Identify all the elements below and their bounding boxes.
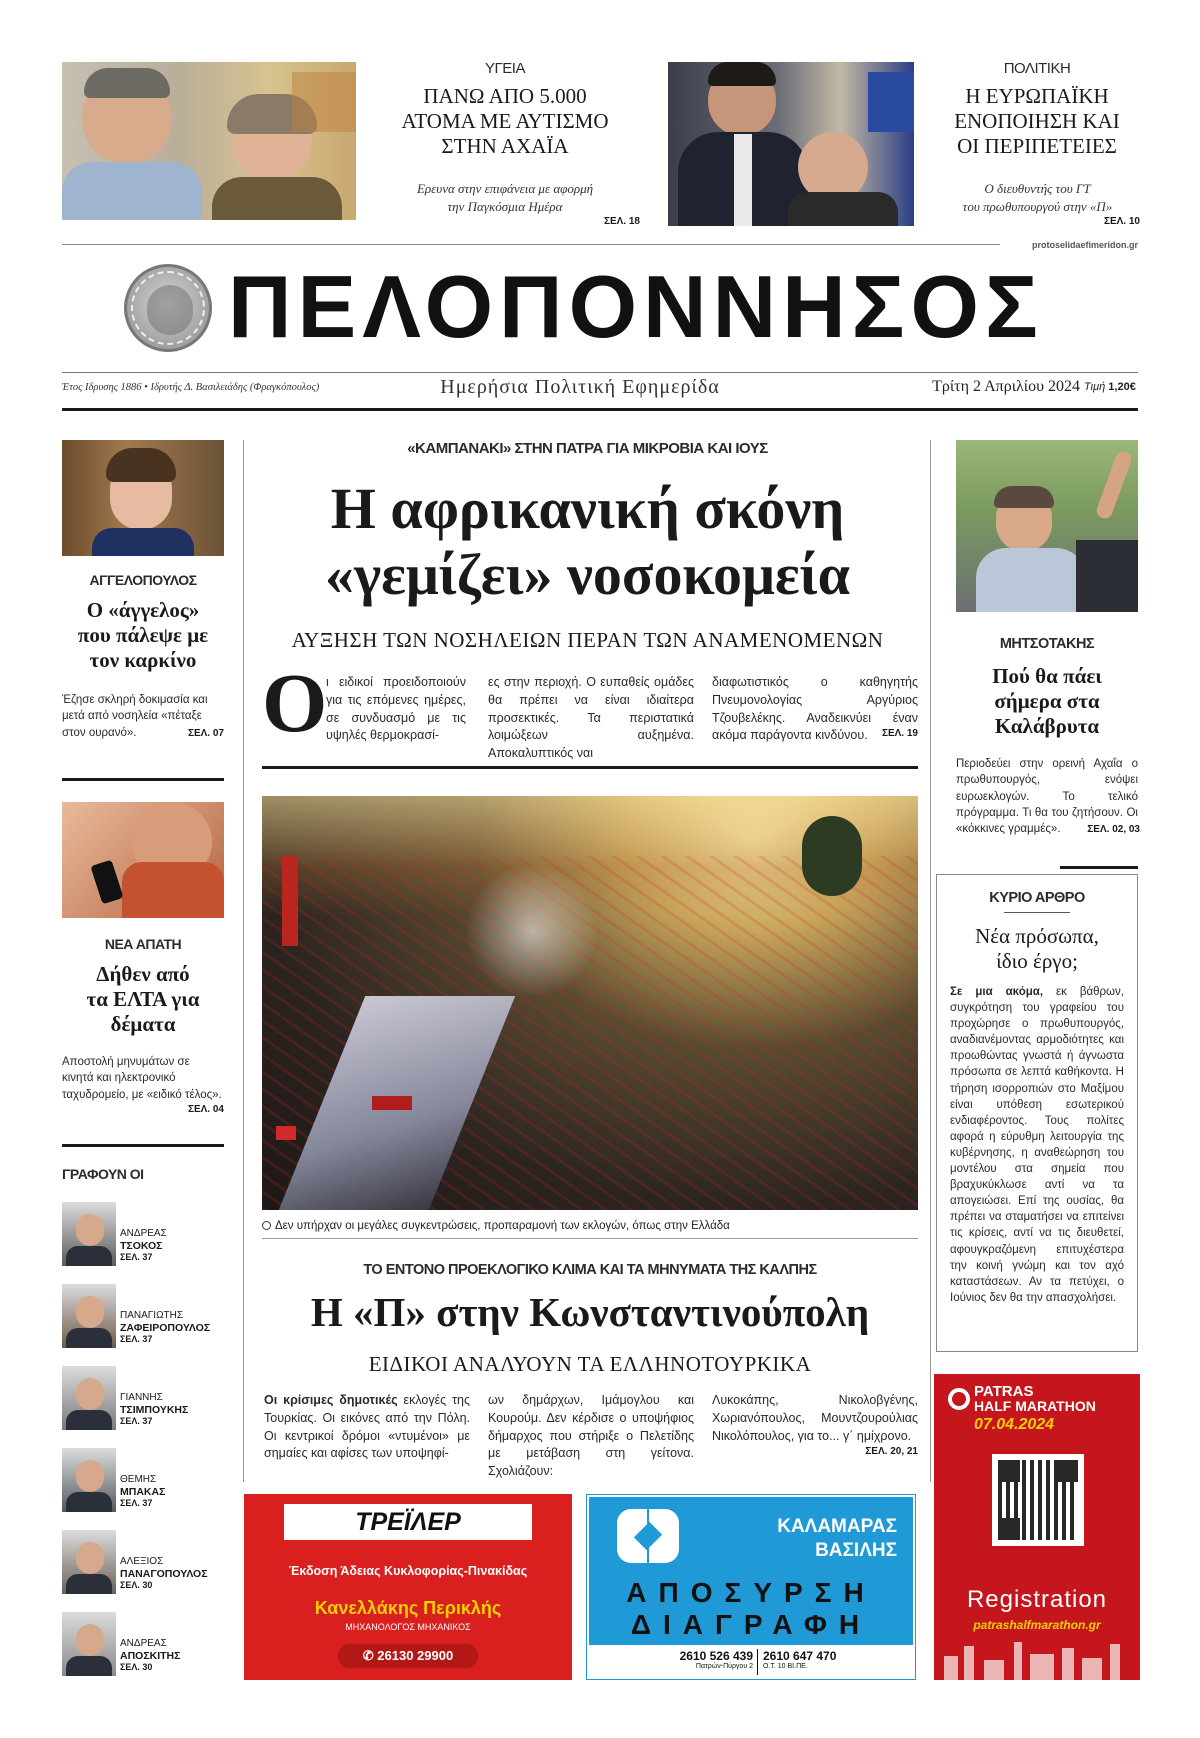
second-col-3: Λυκοκάπης, Νικολοβγένης, Χωριανόπουλος, Μουντζουρούλιας Νικολόπουλος, για το... γ΄ ημίχρονο. [712, 1393, 918, 1443]
writer-photo [62, 1366, 116, 1430]
camera-icon [262, 1221, 271, 1230]
lead-headline: Η αφρικανική σκόνη «γεμίζει» νοσοκομεία [324, 476, 850, 607]
ad-trailer-line1: Έκδοση Άδειας Κυκλοφορίας-Πινακίδας [288, 1564, 528, 1578]
second-kicker: ΤΟ ΕΝΤΟΝΟ ΠΡΟΕΚΛΟΓΙΚΟ ΚΛΙΜΑ ΚΑΙ ΤΑ ΜΗΝΥΜΑΤΑ ΤΗΣ ΚΑΛΠΗΣ [363, 1262, 817, 1278]
ad-kalamaras-contact-2: 2610 647 470 Ο.Τ. 10 ΒΙ.ΠΕ. [763, 1649, 837, 1670]
teaser-photo-politics [668, 62, 914, 226]
marathon-logo-icon [948, 1388, 970, 1410]
lead-col-2: ες στην περιοχή. Ο ευπαθείς ομάδες θα πρέπει να είναι ιδιαίτερα προσεκτικές. Τα περιστατικά λοιμώξεων αυξημένα. Αποκαλυπτικός ναι [488, 675, 694, 760]
ad-kalamaras-line1: ΑΠΟΣΥΡΣΗ [626, 1577, 876, 1608]
writer-photo [62, 1284, 116, 1348]
center-left-rule [243, 440, 244, 1482]
boy-photo [62, 440, 224, 556]
teaser-sub-health: Ερευνα στην επιφάνεια με αφορμή την Παγκόσμια Ημέρα [416, 181, 594, 214]
story-kicker-angelopoulos: ΑΓΓΕΛΟΠΟΥΛΟΣ [89, 572, 197, 588]
ad-marathon-cta: Registration [966, 1586, 1108, 1613]
ad-kalamaras-name: ΚΑΛΑΜΑΡΑΣ ΒΑΣΙΛΗΣ [777, 1516, 897, 1561]
lead-col-1: ι ειδικοί προειδοποιούν για τις επόμενες ημέρες, σε συνδυασμό με τις υψηλές θερμοκρασί- [326, 675, 466, 743]
story-ref-angelopoulos: ΣΕΛ. 07 [187, 728, 224, 739]
ad-trailer[interactable] [244, 1494, 572, 1680]
ad-marathon-site: patrashalfmarathon.gr [973, 1618, 1101, 1632]
writer-row[interactable] [62, 1612, 232, 1678]
ad-marathon-title: PATRAS HALF MARATHON [974, 1383, 1096, 1414]
masthead-founded: Έτος Ιδρυσης 1886 • Ιδρυτής Δ. Βασιλειάδης (Φραγκόπουλος) [62, 382, 320, 393]
teaser-sub-politics: Ο διευθυντής του ΓΤ του πρωθυπουργού στην «Π» [962, 181, 1113, 214]
left-divider-2 [62, 1144, 224, 1147]
ad-trailer-phone: ✆ 26130 29900 [362, 1648, 454, 1663]
masthead-title: ΠΕΛΟΠΟΝΝΗΣΟΣ [228, 257, 1044, 356]
teaser-headline-health: ΠΑΝΩ ΑΠΟ 5.000 ΑΤΟΜΑ ΜΕ ΑΥΤΙΣΜΟ ΣΤΗΝ ΑΧΑΪΑ [401, 84, 609, 159]
teaser-kicker-politics: ΠΟΛΙΤΙΚΗ [1003, 60, 1071, 77]
story-kicker-scam: ΝΕΑ ΑΠΑΤΗ [104, 936, 182, 952]
lead-ref: ΣΕΛ. 19 [881, 728, 918, 739]
photo-caption: Δεν υπήρχαν οι μεγάλες συγκεντρώσεις, προπαραμονή των εκλογών, όπως στην Ελλάδα [262, 1220, 918, 1232]
masthead-rule-bottom [62, 408, 1138, 411]
second-col-1: Οι κρίσιμες δημοτικές εκλογές της Τουρκίας. Οι εικόνες από την Πόλη. Οι κεντρικοί δρόμοι «ντυμένοι» με σημαίες και αφίσες των υποψηφί- [264, 1393, 470, 1461]
teaser-kicker-health: ΥΓΕΙΑ [485, 60, 525, 77]
ad-marathon-date: 07.04.2024 [974, 1416, 1055, 1433]
second-col-2: ων δημάρχων, Ιμάμογλου και Κουρούμ. Δεν κέρδισε ο υποψήφιος δήμαρχος που στήριξε ο Πελετίδης με μετάβαση στη γείτονα. Σχολιάζουν: [488, 1393, 694, 1478]
istanbul-crowd-photo [262, 796, 918, 1210]
writer-row[interactable] [62, 1366, 232, 1432]
editorial-text: Σε μια ακόμα, εκ βάθρων, συγκρότηση του γραφείου του προχώρησε ο πρωθυπουργός, αναδιανέμοντας αρμοδιότητες και προωθώντας γνωστά ή άγνωστα πρόσωπα σε λεπτά καθήκοντα. Η τήρηση ισορροπιών στο Μαξίμου είναι υπόθεση εσωτερικού ενδιαφέροντος. Τους πολίτες αφορά η εύρυθμη λειτουργία της κυβέρνησης, η αναθεώρηση του μοντέλου στα σημεία που βραχυκύκλωσε αντί να τα απογειώσει. Επί της ουσίας, θα πρέπει να σταματήσει να επιτείνει τις κρίσεις, αντί να τις διευθετεί, αφουγκραζόμενη επιτυχέστερα την κοινή γνώμη και τον αχό καταστάσεων. Αν τα πετύχει, ο Ιούνιος δεν θα την απασχολήσει. [950, 986, 1124, 1304]
teaser-headline-politics: Η ΕΥΡΩΠΑΪΚΗ ΕΝΟΠΟΙΗΣΗ ΚΑΙ ΟΙ ΠΕΡΙΠΕΤΕΙΕΣ [954, 84, 1120, 159]
ad-trailer-name: Κανελλάκης Περικλής [314, 1598, 502, 1618]
writer-name: ΑΝΔΡΕΑΣ ΤΣΟΚΟΣ ΣΕΛ. 37 [120, 1228, 167, 1262]
story-headline-mitsotakis: Πού θα πάει σήμερα στα Καλάβρυτα [992, 664, 1102, 739]
writer-photo [62, 1202, 116, 1266]
teaser-ref-health: ΣΕΛ. 18 [603, 216, 640, 227]
ad-kalamaras-line2: ΔΙΑΓΡΑΦΗ [630, 1609, 872, 1640]
teaser-photo-autism [62, 62, 356, 220]
story-ref-mitsotakis: ΣΕΛ. 02, 03 [1087, 824, 1140, 835]
ad-kalamaras[interactable] [586, 1494, 916, 1680]
center-right-rule [930, 440, 931, 1482]
editorial-kicker-rule [1004, 912, 1070, 913]
story-text-scam: Αποστολή μηνυμάτων σε κινητά και ηλεκτρονικό ταχυδρομείο, με «ειδικό τέλος». [62, 1056, 222, 1101]
story-text-angelopoulos: Έζησε σκληρή δοκιμασία και μετά από νοσηλεία «πέταξε στον ουρανό». [62, 694, 208, 739]
writer-row[interactable] [62, 1530, 232, 1596]
writer-name: ΑΛΕΞΙΟΣ ΠΑΝΑΓΟΠΟΥΛΟΣ ΣΕΛ. 30 [120, 1556, 208, 1590]
caption-rule [262, 1238, 918, 1239]
qr-code-icon [992, 1454, 1084, 1546]
story-kicker-mitsotakis: ΜΗΤΣΟΤΑΚΗΣ [999, 636, 1095, 652]
writer-name: ΘΕΜΗΣ ΜΠΑΚΑΣ ΣΕΛ. 37 [120, 1474, 166, 1508]
writer-photo [62, 1612, 116, 1676]
lead-dropcap: Ο [262, 657, 328, 750]
second-ref: ΣΕΛ. 20, 21 [865, 1446, 918, 1457]
right-divider [1060, 866, 1138, 869]
writer-photo [62, 1448, 116, 1512]
city-skyline [934, 1638, 1140, 1680]
editorial-headline: Νέα πρόσωπα, ίδιο έργο; [975, 924, 1099, 974]
story-headline-scam: Δήθεν από τα ΕΛΤΑ για δέματα [86, 962, 200, 1037]
masthead-date: Τρίτη 2 Απριλίου 2024 [932, 378, 1080, 395]
phone-photo [62, 802, 224, 918]
ad-kalamaras-contact-1: 2610 526 439 Πατρών-Πύργου 2 [679, 1649, 753, 1670]
story-ref-scam: ΣΕΛ. 04 [187, 1104, 224, 1115]
masthead-rule-top [62, 372, 1138, 373]
left-divider-1 [62, 778, 224, 781]
masthead-price: Τιμή 1,20€ [1084, 381, 1136, 393]
writer-name: ΓΙΑΝΝΗΣ ΤΣΙΜΠΟΥΚΗΣ ΣΕΛ. 37 [120, 1392, 189, 1426]
lead-rule [262, 766, 918, 769]
writer-row[interactable] [62, 1202, 232, 1268]
phone-icon: ✆ [362, 1648, 378, 1663]
story-text-mitsotakis: Περιοδεύει στην ορεινή Αχαΐα ο πρωθυπουργός, ενόψει ευρωεκλογών. Το τελικό πρόγραμμα. Τι θα του ζητήσουν. Οι «κόκκινες γραμμές». [956, 758, 1138, 836]
ad-trailer-title: ΤΡΕΪΛΕΡ [355, 1508, 461, 1536]
writer-name: ΑΝΔΡΕΑΣ ΑΠΟΣΚΙΤΗΣ ΣΕΛ. 30 [120, 1638, 181, 1672]
lead-kicker: «ΚΑΜΠΑΝΑΚΙ» ΣΤΗΝ ΠΑΤΡΑ ΓΙΑ ΜΙΚΡΟΒΙΑ ΚΑΙ ΙΟΥΣ [407, 440, 768, 457]
teaser-ref-politics: ΣΕΛ. 10 [1103, 216, 1140, 227]
story-headline-angelopoulos: Ο «άγγελος» που πάλεψε με τον καρκίνο [77, 598, 209, 673]
writer-name: ΠΑΝΑΓΙΩΤΗΣ ΖΑΦΕΙΡΟΠΟΥΛΟΣ ΣΕΛ. 37 [120, 1310, 211, 1344]
ad-trailer-role: ΜΗΧΑΝΟΛΟΓΟΣ ΜΗΧΑΝΙΚΟΣ [345, 1622, 471, 1632]
writer-row[interactable] [62, 1448, 232, 1514]
writer-row[interactable] [62, 1284, 232, 1350]
lead-col-3: διαφωτιστικός ο καθηγητής Πνευμονολογίας Αργύριος Τζουβελέκης. Αναδεικνύει έναν ακόμα παράγοντα κινδύνου. [712, 675, 918, 743]
lead-subhead: ΑΥΞΗΣΗ ΤΩΝ ΝΟΣΗΛΕΙΩΝ ΠΕΡΑΝ ΤΩΝ ΑΝΑΜΕΝΟΜΕΝΩΝ [291, 628, 884, 652]
mitsotakis-photo [956, 440, 1138, 612]
second-subhead: ΕΙΔΙΚΟΙ ΑΝΑΛΥΟΥΝ ΤΑ ΕΛΛΗΝΟΤΟΥΡΚΙΚΑ [368, 1352, 812, 1376]
top-rule [62, 244, 1138, 245]
kalamaras-logo [617, 1509, 679, 1563]
source-watermark: protoselidaefimeridon.gr [1000, 240, 1138, 250]
writers-title: ΓΡΑΦΟΥΝ ΟΙ [62, 1166, 144, 1182]
masthead-emblem [124, 264, 212, 352]
masthead-subtitle: Ημερήσια Πολιτική Εφημερίδα [440, 376, 720, 398]
writer-photo [62, 1530, 116, 1594]
ad-marathon[interactable] [934, 1374, 1140, 1680]
editorial-kicker: ΚΥΡΙΟ ΑΡΘΡΟ [989, 890, 1085, 906]
second-headline: Η «Π» στην Κωνσταντινούπολη [310, 1289, 870, 1335]
